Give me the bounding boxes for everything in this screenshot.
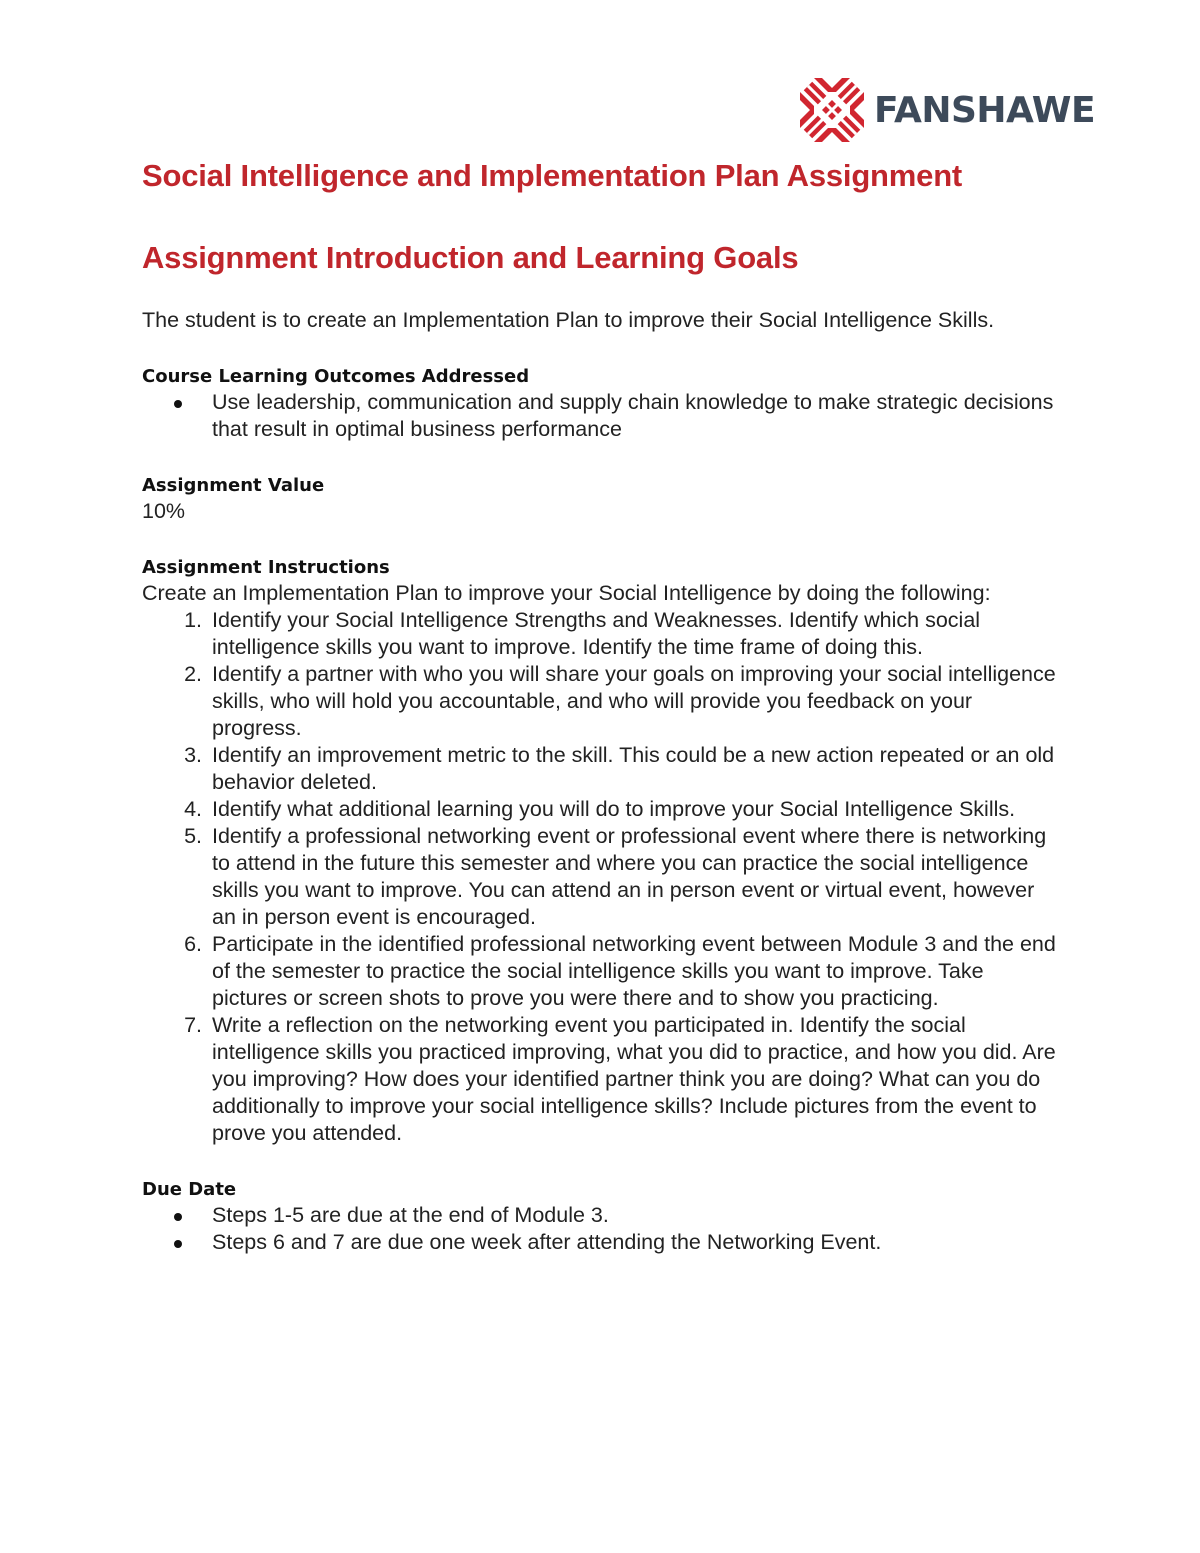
step-number: 6.	[184, 932, 202, 956]
due-date-list	[142, 1202, 1062, 1256]
outcomes-list	[142, 389, 1062, 443]
fanshawe-logo	[796, 73, 1112, 147]
logo-wordmark: FANSHAWE	[874, 90, 1096, 131]
step-text: Participate in the identified professional networking event between Module 3 and the end of the semester to practice the social intelligence skills you want to improve. Take pictures or screen shots to prove you were there and to show you practicing.	[212, 932, 1056, 1010]
due-date-heading: Due Date	[142, 1179, 237, 1200]
intro-paragraph: The student is to create an Implementation Plan to improve their Social Intelligence Skills.	[142, 308, 995, 332]
list-item	[142, 661, 1062, 742]
step-number: 7.	[184, 1013, 202, 1037]
list-item: Use leadership, communication and supply chain knowledge to make strategic decisions that result in optimal business performance	[142, 389, 1062, 443]
bullet-icon	[174, 400, 182, 408]
step-number: 1.	[184, 608, 202, 632]
step-text: Identify an improvement metric to the skill. This could be a new action repeated or an old behavior deleted.	[212, 743, 1055, 794]
list-item	[142, 796, 1062, 823]
value-heading: Assignment Value	[142, 475, 325, 496]
step-text: Write a reflection on the networking event you participated in. Identify the social intelligence skills you practiced improving, what you did to practice, and how you did. Are you improving? How does your identified partner think you are doing? What can you do additionally to improve your social intelligence skills? Include pictures from the event to prove you attended.	[212, 1013, 1056, 1145]
outcomes-heading: Course Learning Outcomes Addressed	[142, 366, 530, 387]
bullet-icon	[174, 1213, 182, 1221]
step-text: Identify your Social Intelligence Strengths and Weaknesses. Identify which social intelligence skills you want to improve. Identify the time frame of doing this.	[212, 608, 981, 659]
step-number: 4.	[184, 797, 202, 821]
bullet-icon	[174, 1240, 182, 1248]
document-title: Social Intelligence and Implementation Plan Assignment	[142, 158, 963, 193]
list-item	[142, 931, 1062, 1012]
document-body	[142, 307, 1062, 1256]
value-text: 10%	[142, 499, 186, 523]
instructions-lead: Create an Implementation Plan to improve your Social Intelligence by doing the following:	[142, 581, 991, 605]
list-item	[142, 607, 1062, 661]
instructions-heading: Assignment Instructions	[142, 557, 390, 578]
step-number: 3.	[184, 743, 202, 767]
step-number: 5.	[184, 824, 202, 848]
step-text: Identify a partner with who you will share your goals on improving your social intelligence skills, who will hold you accountable, and who will provide you feedback on your progress.	[212, 662, 1056, 740]
instructions-list	[142, 607, 1062, 1147]
section-heading: Assignment Introduction and Learning Goals	[142, 240, 799, 275]
step-text: Identify a professional networking event or professional event where there is networking to attend in the future this semester and where you can practice the social intelligence skills you want to improve. You can attend an in person event or virtual event, however an in person event is encouraged.	[212, 824, 1047, 929]
list-item	[142, 1012, 1062, 1147]
step-text: Identify what additional learning you will do to improve your Social Intelligence Skills.	[212, 797, 1016, 821]
list-item: Steps 6 and 7 are due one week after attending the Networking Event.	[142, 1229, 1062, 1256]
step-number: 2.	[184, 662, 202, 686]
list-item	[142, 823, 1062, 931]
fanshawe-star-icon	[796, 74, 868, 146]
list-item: Steps 1-5 are due at the end of Module 3.	[142, 1202, 1062, 1229]
list-item	[142, 742, 1062, 796]
